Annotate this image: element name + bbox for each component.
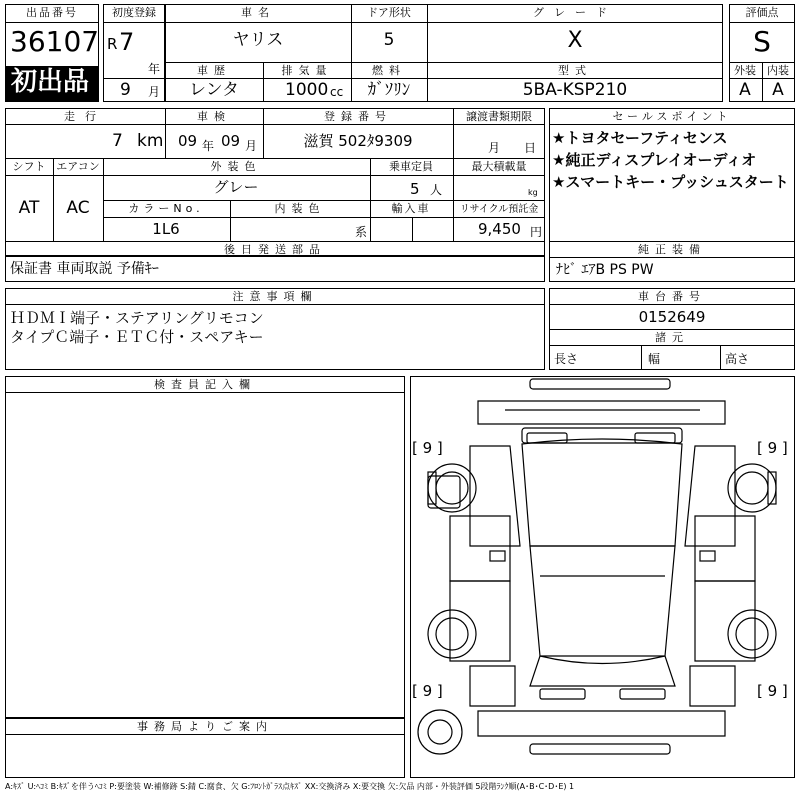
recycle-fee: 9,450	[478, 220, 521, 238]
transfer-deadline-label: 譲渡書類期限	[466, 110, 532, 123]
displacement: 1000	[285, 80, 329, 100]
registration-number: 滋賀 502ﾀ9309	[303, 132, 413, 150]
later-shipping-label: 後日発送部品	[224, 243, 326, 256]
vehicle-details-grid	[5, 108, 545, 256]
inspection-year-unit: 年	[202, 139, 215, 153]
notes-line-1: ＨＤＭＩ端子・ステアリングリモコン	[10, 309, 264, 327]
tire-mark-rear-left: [ 9 ]	[412, 682, 443, 700]
registration-label: 登録番号	[324, 110, 392, 123]
chassis-number: 0152649	[638, 308, 706, 326]
factory-equipment-label: 純正装備	[638, 243, 706, 256]
factory-equipment-items: ﾅﾋﾞ ｴｱB PS PW	[556, 262, 654, 278]
fuel-label: 燃料	[372, 64, 406, 77]
exterior-color-label: 外装色	[210, 160, 262, 173]
color-no: 1L6	[152, 220, 180, 238]
first-reg-era: R	[107, 35, 118, 53]
first-registration-label: 初度登録	[112, 6, 156, 19]
ac: AC	[66, 198, 90, 218]
notes-label: 注意事項欄	[232, 290, 318, 303]
history-label: 車歴	[197, 64, 231, 77]
history: レンタ	[189, 80, 239, 100]
shift-label: シフト	[12, 160, 46, 173]
sales-points-label: セールスポイント	[612, 110, 732, 123]
exterior-color: グレー	[213, 178, 259, 196]
fuel: ｶﾞｿﾘﾝ	[367, 80, 411, 100]
car-name-label: 車名	[241, 6, 275, 19]
score: S	[753, 25, 771, 58]
grade: X	[567, 28, 583, 53]
model-label: 型式	[558, 64, 592, 77]
score-label: 評価点	[745, 6, 779, 19]
car-condition-diagram	[410, 376, 795, 778]
mileage-unit: km	[137, 131, 164, 151]
first-reg-month: 9	[120, 80, 131, 100]
tire-mark-front-right: [ 9 ]	[757, 439, 788, 457]
sales-point-1: ★トヨタセーフティセンス	[552, 129, 728, 147]
mileage-label: 走行	[64, 110, 106, 123]
ac-label: エアコン	[56, 160, 100, 173]
chassis-label: 車台番号	[638, 290, 706, 303]
max-load-label: 最大積載量	[471, 160, 527, 173]
first-reg-year-unit: 年	[148, 62, 161, 76]
transfer-month-unit: 月	[488, 141, 501, 155]
dimensions-label: 諸元	[655, 331, 689, 344]
office-notice-label: 事務局よりご案内	[137, 720, 273, 733]
interior-color-unit: 系	[355, 225, 368, 239]
transfer-day-unit: 日	[524, 141, 537, 155]
interior-grade-label: 内装	[767, 64, 789, 77]
length-label: 長さ	[554, 352, 579, 366]
exterior-grade-label: 外装	[734, 64, 756, 77]
sales-point-3: ★スマートキー・プッシュスタート	[552, 173, 789, 191]
damage-legend: A:ｷｽﾞ U:ﾍｺﾐ B:ｷｽﾞを伴うﾍｺﾐ P:要塗装 W:補修跡 S:錆 C:腐食、欠 G:ﾌﾛﾝﾄｶﾞﾗｽ点ｷｽﾞ XX:交換済み X:要交換 欠:欠品 内部・外装評価 5段階ﾗﾝｸ順(A･B･C･D･E) 1	[5, 782, 575, 791]
door-label: ドア形状	[367, 6, 411, 19]
interior-grade: A	[772, 80, 784, 100]
recycle-unit: 円	[530, 225, 543, 239]
inspection-label: 車検	[197, 110, 231, 123]
capacity: 5	[410, 180, 420, 198]
height-label: 高さ	[725, 352, 750, 366]
car-name: ヤリス	[232, 30, 284, 50]
inspector-notes-label: 検査員記入欄	[154, 378, 256, 391]
mileage: 7	[112, 131, 123, 151]
sales-point-2: ★純正ディスプレイオーディオ	[552, 151, 757, 169]
interior-color-label: 内装色	[274, 202, 326, 215]
inspector-notes-box	[5, 376, 405, 718]
lot-number-label: 出品番号	[26, 6, 78, 19]
capacity-unit: 人	[430, 183, 443, 197]
later-shipping-items: 保証書 車両取説 予備ｷｰ	[10, 261, 159, 277]
tire-mark-front-left: [ 9 ]	[412, 439, 443, 457]
first-reg-year: 7	[119, 28, 135, 56]
notes-line-2: タイプＣ端子・ＥＴＣ付・スペアキー	[10, 328, 264, 346]
inspection-month: 09	[221, 132, 241, 150]
capacity-label: 乗車定員	[389, 160, 433, 173]
tire-mark-rear-right: [ 9 ]	[757, 682, 788, 700]
lot-number: 36107	[10, 25, 100, 58]
displacement-unit: cc	[330, 85, 344, 99]
max-load-unit: kg	[528, 188, 538, 197]
doors: 5	[383, 30, 395, 50]
grade-label: グレード	[533, 6, 617, 19]
first-reg-month-unit: 月	[148, 85, 161, 99]
inspection-month-unit: 月	[245, 139, 258, 153]
import-label: 輸入車	[391, 202, 431, 215]
displacement-label: 排気量	[281, 64, 333, 77]
color-no-label: カラーNo.	[128, 202, 204, 215]
shift: AT	[18, 198, 40, 218]
model-code: 5BA-KSP210	[522, 80, 628, 100]
recycle-label: リサイクル預託金	[459, 204, 539, 215]
inspection-year: 09	[178, 132, 198, 150]
width-label: 幅	[648, 352, 661, 366]
exterior-grade: A	[739, 80, 751, 100]
first-listing-badge-text: 初出品	[11, 67, 90, 97]
